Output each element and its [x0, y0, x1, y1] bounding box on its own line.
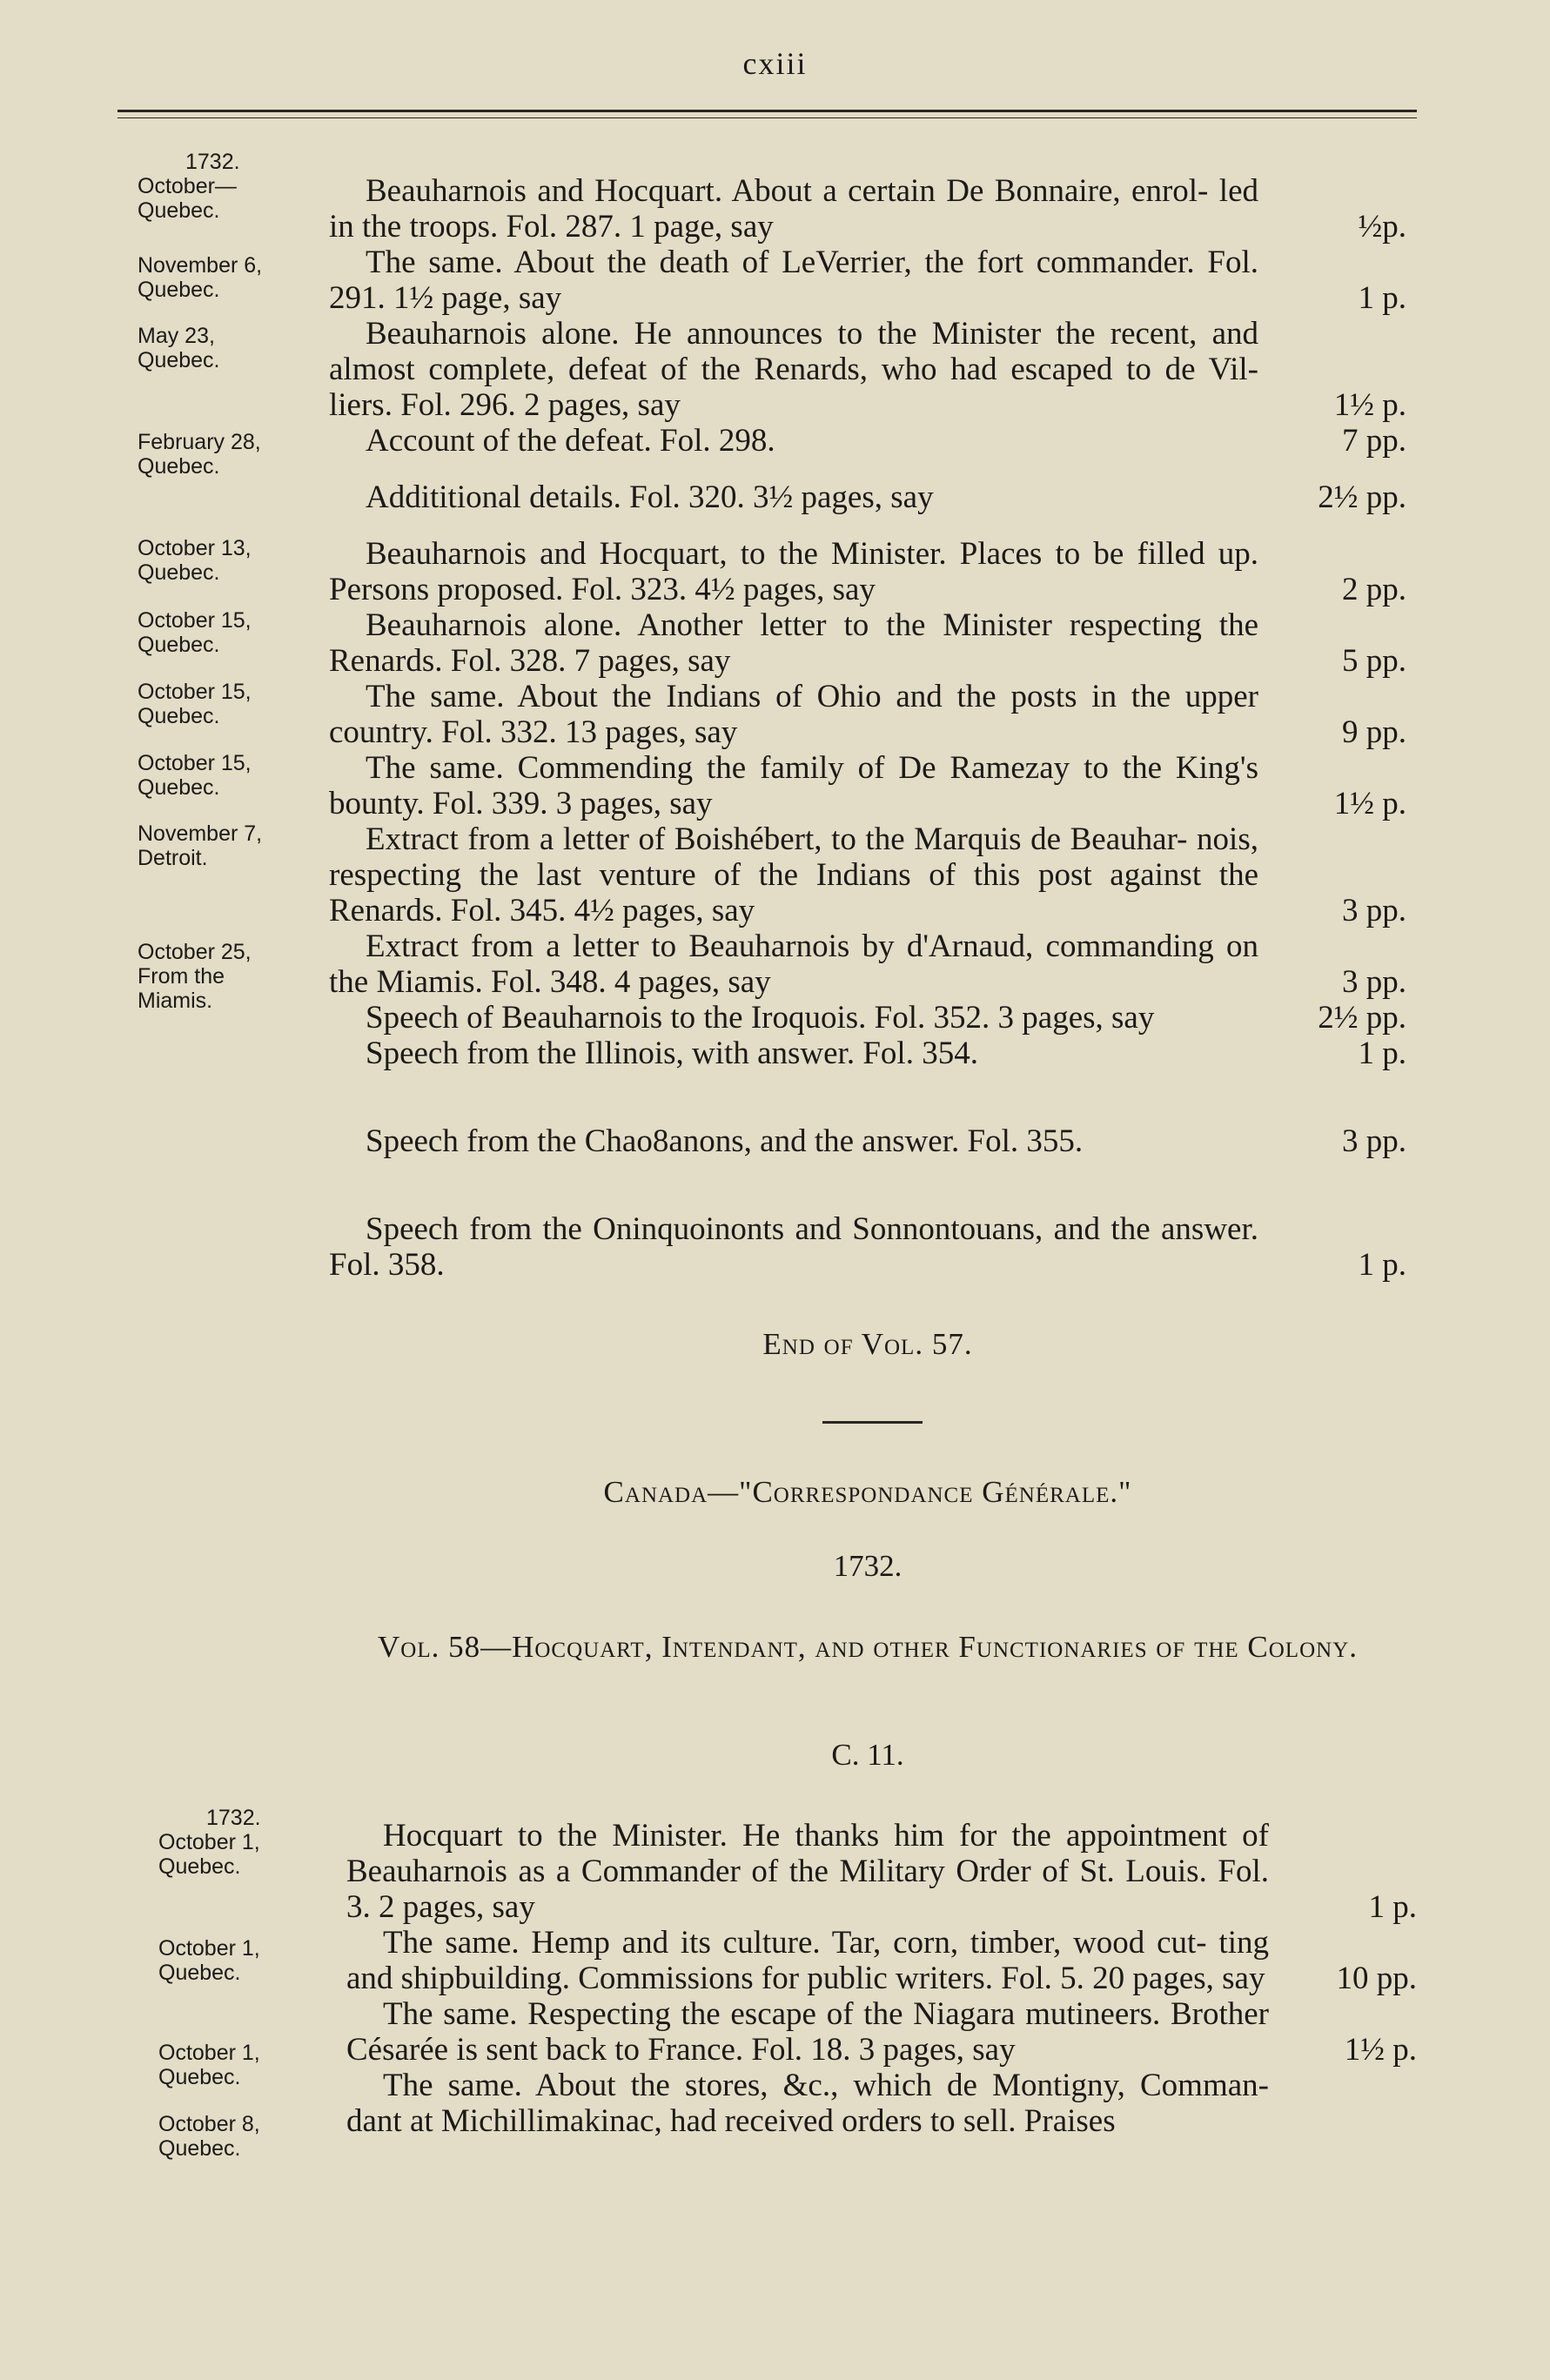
margin-note	[138, 751, 252, 800]
margin-note	[158, 2112, 260, 2161]
entry-text: Beauharnois and Hocquart. About a certain De Bonnaire, enrol- led in the troops. Fol. 287. 1 page, say	[329, 173, 1258, 245]
margin-place: Quebec.	[158, 2065, 241, 2089]
entry-text: Speech from the Oninquoinonts and Sonnontouans, and the answer. Fol. 358.	[329, 1211, 1258, 1283]
calendar-entry	[329, 607, 1406, 679]
margin-date: October 1,	[158, 1936, 260, 1961]
calendar-entry	[329, 316, 1406, 423]
margin-date: October 8,	[158, 2112, 260, 2136]
entry-amount: 1 p.	[1358, 1036, 1406, 1071]
margin-year: 1732.	[206, 1806, 261, 1830]
section1-entries	[329, 173, 1406, 1283]
margin-note	[138, 324, 220, 372]
margin-date: October 1,	[158, 1830, 260, 1854]
margin-note	[138, 150, 240, 223]
margin-place: Quebec.	[138, 704, 220, 728]
margin-date: November 6,	[138, 253, 263, 278]
calendar-entry	[329, 1211, 1406, 1283]
calendar-entry	[329, 750, 1406, 821]
margin-place: Quebec.	[138, 348, 220, 372]
calendar-entry	[329, 679, 1406, 750]
calendar-entry	[329, 479, 1406, 515]
entry-text: The same. About the stores, &c., which de Montigny, Comman- dant at Michillimakinac, had received orders to sell. Praises	[346, 2068, 1269, 2139]
entry-text: The same. About the death of LeVerrier, the fort commander. Fol. 291. 1½ page, say	[329, 245, 1258, 316]
header-rule-thin	[117, 117, 1417, 118]
margin-note	[158, 2041, 260, 2089]
margin-place: Quebec.	[158, 2136, 241, 2161]
margin-note	[138, 253, 262, 302]
section-heading: Canada—"Correspondance Générale."	[603, 1475, 1132, 1509]
calendar-entry	[329, 173, 1406, 245]
calendar-entry	[329, 536, 1406, 607]
entry-amount: 9 pp.	[1342, 714, 1406, 750]
entry-text: Speech of Beauharnois to the Iroquois. Fol. 352. 3 pages, say	[366, 1000, 1155, 1036]
margin-note	[138, 821, 262, 870]
entry-amount: 1½ p.	[1344, 2032, 1417, 2068]
margin-place: Quebec.	[158, 1854, 241, 1879]
entry-text: Speech from the Chao8anons, and the answer. Fol. 355.	[366, 1123, 1084, 1159]
entry-text: Speech from the Illinois, with answer. Fol. 354.	[366, 1036, 978, 1071]
entry-amount: 7 pp.	[1342, 423, 1406, 459]
entry-text: Extract from a letter to Beauharnois by d'Arnaud, commanding on the Miamis. Fol. 348. 4 pages, say	[329, 929, 1258, 1000]
page-number: cxiii	[742, 46, 808, 81]
calendar-entry	[346, 2068, 1417, 2139]
entry-text: The same. Respecting the escape of the Niagara mutineers. Brother Césarée is sent back to France. Fol. 18. 3 pages, say	[346, 1996, 1269, 2068]
entry-text: Hocquart to the Minister. He thanks him for the appointment of Beauharnois as a Commander of the Military Order of St. Louis. Fol. 3. 2 pages, say	[346, 1818, 1269, 1925]
margin-note	[138, 940, 252, 1013]
series-number: C. 11.	[831, 1738, 904, 1772]
calendar-entry	[346, 1996, 1417, 2068]
section2-entries	[346, 1818, 1417, 2139]
margin-year: 1732.	[185, 150, 240, 174]
entry-text: Account of the defeat. Fol. 298.	[366, 423, 775, 459]
entry-amount: 1½ p.	[1333, 786, 1406, 821]
entry-amount: 1 p.	[1358, 1247, 1406, 1283]
entry-amount: 3 pp.	[1342, 893, 1406, 929]
section-divider	[822, 1421, 923, 1424]
entry-text: The same. Commending the family of De Ramezay to the King's bounty. Fol. 339. 3 pages, say	[329, 750, 1258, 821]
margin-place: Quebec.	[158, 1961, 241, 1985]
entry-amount: 2½ pp.	[1318, 479, 1406, 515]
margin-note	[158, 1936, 260, 1985]
margin-place: Quebec.	[138, 278, 220, 302]
calendar-entry	[329, 423, 1406, 459]
margin-note	[138, 608, 252, 657]
margin-place: Quebec.	[138, 775, 220, 800]
volume-title: Vol. 58—Hocquart, Intendant, and other Functionaries of the Colony.	[377, 1630, 1358, 1664]
entry-text: Beauharnois and Hocquart, to the Minister. Places to be filled up. Persons proposed. Fol. 323. 4½ pages, say	[329, 536, 1258, 607]
margin-date: May 23,	[138, 324, 215, 348]
entry-amount: 2½ pp.	[1318, 1000, 1406, 1036]
calendar-entry	[329, 1000, 1406, 1036]
entry-amount: 1½ p.	[1333, 387, 1406, 423]
entry-amount: 3 pp.	[1342, 1123, 1406, 1159]
margin-date: October—	[138, 174, 237, 198]
entry-amount: 10 pp.	[1336, 1961, 1417, 1996]
margin-date: October 15,	[138, 751, 252, 775]
entry-text: The same. Hemp and its culture. Tar, corn, timber, wood cut- ting and shipbuilding. Commissions for public writers. Fol. 5. 20 pages, say	[346, 1925, 1269, 1996]
margin-note	[158, 1806, 261, 1879]
margin-date: October 15,	[138, 608, 252, 633]
calendar-entry	[329, 929, 1406, 1000]
calendar-entry	[346, 1818, 1417, 1925]
calendar-entry	[329, 1036, 1406, 1071]
margin-place: From the	[138, 964, 225, 989]
entry-text: Addititional details. Fol. 320. 3½ pages, say	[366, 479, 934, 515]
entry-text: Extract from a letter of Boishébert, to the Marquis de Beauhar- nois, respecting the last venture of the Indians of this post against the Renards. Fol. 345. 4½ pages, say	[329, 821, 1258, 929]
end-of-volume: End of Vol. 57.	[762, 1327, 973, 1361]
calendar-entry	[329, 245, 1406, 316]
header-rule	[117, 110, 1417, 112]
margin-place: Quebec.	[138, 198, 220, 223]
entry-amount: 2 pp.	[1342, 572, 1406, 607]
section-year: 1732.	[833, 1549, 902, 1583]
entry-amount: ½p.	[1358, 209, 1406, 245]
entry-text: The same. About the Indians of Ohio and the posts in the upper country. Fol. 332. 13 pages, say	[329, 679, 1258, 750]
margin-date: November 7,	[138, 821, 263, 846]
margin-note	[138, 536, 252, 585]
margin-date: February 28,	[138, 430, 261, 454]
calendar-entry	[346, 1925, 1417, 1996]
entry-amount: 5 pp.	[1342, 643, 1406, 679]
margin-place: Quebec.	[138, 454, 220, 479]
entry-text: Beauharnois alone. Another letter to the Minister respecting the Renards. Fol. 328. 7 pages, say	[329, 607, 1258, 679]
margin-place: Quebec.	[138, 560, 220, 585]
calendar-entry	[329, 821, 1406, 929]
entry-text: Beauharnois alone. He announces to the Minister the recent, and almost complete, defeat of the Renards, who had escaped to de Vil- liers. Fol. 296. 2 pages, say	[329, 316, 1258, 423]
margin-note	[138, 680, 252, 728]
margin-note	[138, 430, 261, 479]
margin-place: Detroit.	[138, 846, 208, 870]
margin-place: Miamis.	[138, 989, 213, 1013]
margin-place: Quebec.	[138, 633, 220, 657]
calendar-entry	[329, 1123, 1406, 1159]
entry-amount: 3 pp.	[1342, 964, 1406, 1000]
margin-date: October 15,	[138, 680, 252, 704]
entry-amount: 1 p.	[1358, 280, 1406, 316]
margin-date: October 1,	[158, 2041, 260, 2065]
entry-amount: 1 p.	[1368, 1889, 1417, 1925]
margin-date: October 25,	[138, 940, 252, 964]
margin-date: October 13,	[138, 536, 252, 560]
